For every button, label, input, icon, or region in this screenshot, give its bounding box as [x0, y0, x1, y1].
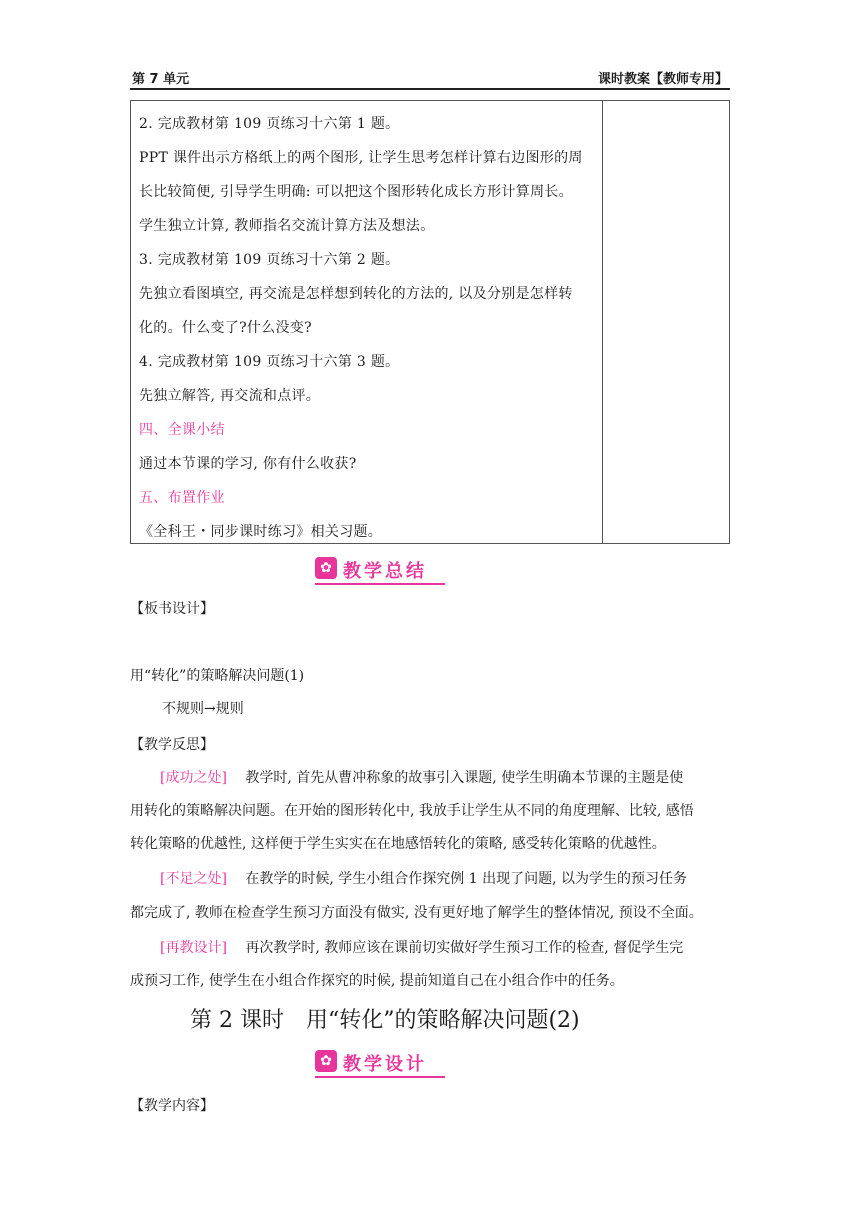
redesign-text: 再次教学时, 教师应该在课前切实做好学生预习工作的检查, 督促学生完: [245, 940, 684, 956]
success-text-line: 用转化的策略解决问题。在开始的图形转化中, 我放手让学生从不同的角度理解、比较, 感悟: [130, 803, 694, 819]
success-text: 教学时, 首先从曹冲称象的故事引入课题, 使学生明确本节课的主题是使: [245, 770, 684, 786]
shortfall-text-line: 都完成了, 教师在检查学生预习方面没有做实, 没有更好地了解学生的整体情况, 预设不全面。: [130, 905, 703, 921]
page-header: [130, 64, 730, 90]
table-line: 通过本节课的学习, 你有什么收获?: [139, 456, 357, 472]
unit-label: 第 7 单元: [132, 72, 190, 87]
banner-title: 教学设计: [343, 1054, 427, 1075]
table-line: 学生独立计算, 教师指名交流计算方法及想法。: [139, 218, 435, 234]
lesson-table: [130, 100, 730, 544]
lesson-title: 第 2 课时 用“转化”的策略解决问题(2): [190, 1008, 580, 1033]
section-heading-homework: 五、布置作业: [139, 490, 225, 506]
table-line: 3. 完成教材第 109 页练习十六第 2 题。: [139, 252, 400, 268]
banner-title: 教学总结: [343, 561, 427, 582]
reflection-heading: 【教学反思】: [130, 737, 214, 753]
redesign-paragraph-line: [160, 937, 683, 957]
board-line-title: 用“转化”的策略解决问题(1): [130, 668, 305, 684]
shortfall-paragraph-line: [160, 868, 687, 888]
teaching-content-heading: 【教学内容】: [130, 1098, 214, 1114]
section-heading-summary: 四、全课小结: [139, 422, 225, 438]
table-line: 《全科王・同步课时练习》相关习题。: [139, 524, 383, 540]
shortfall-label: [不足之处]: [160, 871, 227, 887]
board-design-heading: 【板书设计】: [130, 601, 214, 617]
teaching-summary-banner: [315, 557, 445, 585]
banner-logo-icon: ✿: [315, 1050, 337, 1072]
shortfall-text: 在教学的时候, 学生小组合作探究例 1 出现了问题, 以为学生的预习任务: [245, 871, 687, 887]
table-line: 化的。什么变了?什么没变?: [139, 320, 312, 336]
success-label: [成功之处]: [160, 770, 227, 786]
table-line: 长比较简便, 引导学生明确: 可以把这个图形转化成长方形计算周长。: [139, 184, 573, 200]
success-text-line: 转化策略的优越性, 这样便于学生实实在在地感悟转化的策略, 感受转化策略的优越性。: [130, 836, 666, 852]
redesign-text-line: 成预习工作, 使学生在小组合作探究的时候, 提前知道自己在小组合作中的任务。: [130, 973, 624, 989]
success-paragraph-line: [160, 767, 683, 787]
banner-logo-icon: ✿: [315, 557, 337, 579]
header-tag: 课时教案【教师专用】: [597, 72, 728, 87]
table-line: 4. 完成教材第 109 页练习十六第 3 题。: [139, 354, 400, 370]
table-line: PPT 课件出示方格纸上的两个图形, 让学生思考怎样计算右边图形的周: [139, 150, 583, 166]
teaching-design-banner: [315, 1050, 445, 1078]
table-line: 先独立看图填空, 再交流是怎样想到转化的方法的, 以及分别是怎样转: [139, 286, 573, 302]
board-line-rule: 不规则→规则: [162, 701, 244, 717]
table-column-divider: [602, 101, 603, 543]
redesign-label: [再教设计]: [160, 940, 227, 956]
table-line: 2. 完成教材第 109 页练习十六第 1 题。: [139, 116, 400, 132]
table-line: 先独立解答, 再交流和点评。: [139, 388, 321, 404]
